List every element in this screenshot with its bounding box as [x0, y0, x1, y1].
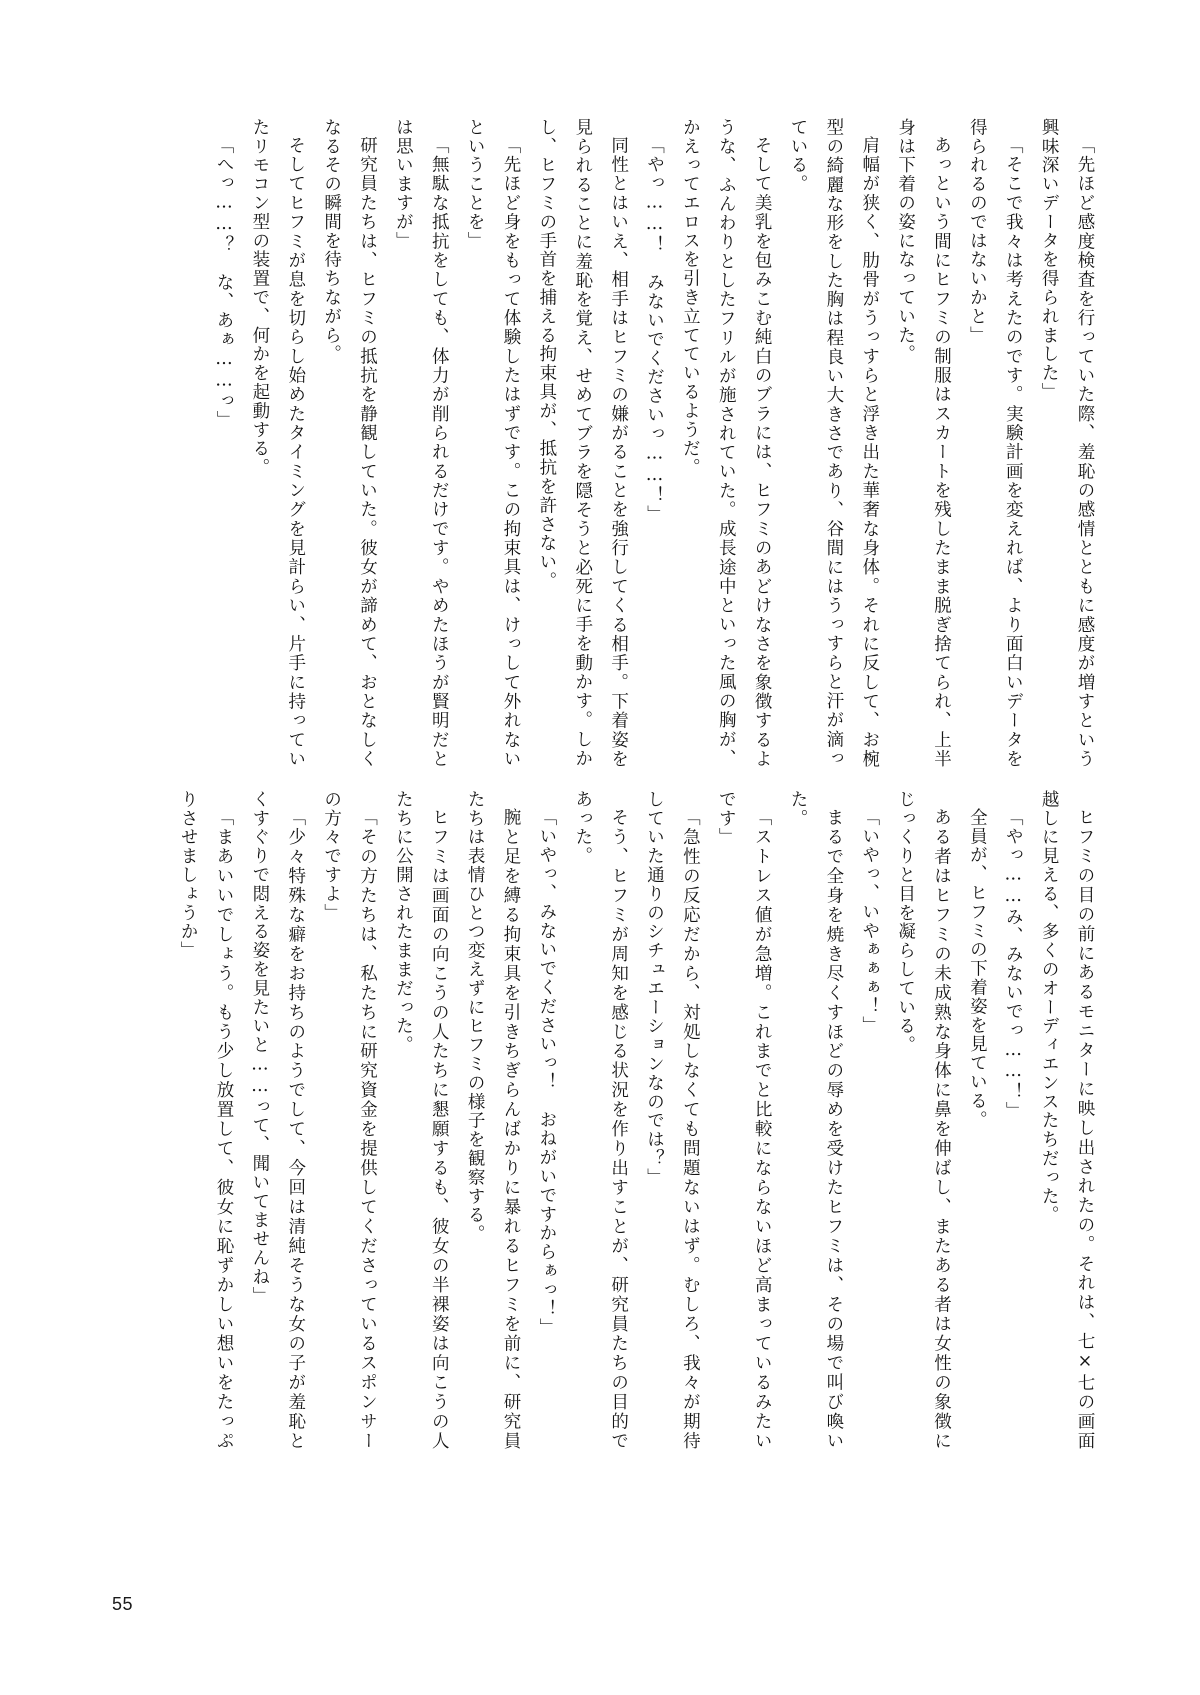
paragraph: 「やっ……！ みないでくださいっ……！」 — [644, 135, 665, 524]
paragraph: 「へっ……？ な、あぁ……っ」 — [214, 135, 234, 429]
paragraph: そしてヒフミが息を切らし始めたタイミングを見計らい、片手に持っていたリモコン型の装置で、何かを起動する。 — [249, 118, 306, 768]
page-number: 55 — [112, 1594, 134, 1614]
paragraph: そう、ヒフミが周知を感じる状況を作り出すことが、研究員たちの目的であった。 — [572, 790, 629, 1450]
paragraph: 「そこで我々は考えたのです。実験計画を変えれば、より面白いデータを得られるのではないかと」 — [967, 118, 1024, 768]
text-block-upper — [214, 118, 1102, 768]
paragraph: 「いやっ、みないでくださいっ！ おねがいですからぁっ！」 — [536, 807, 557, 1337]
paragraph: ある者はヒフミの未成熟な身体に鼻を伸ばし、またある者は女性の象徴にじっくりと目を凝らしている。 — [895, 790, 952, 1450]
paragraph: 「まあいいでしょう。もう少し放置して、彼女に恥ずかしい想いをたっぷりさせましょうか」 — [178, 790, 234, 1450]
paragraph: 「いやっ、いやぁぁぁ！」 — [859, 807, 880, 1035]
paragraph: あっという間にヒフミの制服はスカートを残したまま脱ぎ捨てられ、上半身は下着の姿になっていた。 — [895, 118, 952, 768]
paragraph: 肩幅が狭く、肋骨がうっすらと浮き出た華奢な身体。それに反して、お椀型の綺麗な形をした胸は程良い大きさであり、谷間にはうっすらと汗が滴っている。 — [788, 118, 880, 768]
paragraph: 「少々特殊な癖をお持ちのようでして、今回は清純そうな女の子が羞恥とくすぐりで悶える姿を見たいと……って、聞いてませんね」 — [249, 790, 306, 1450]
paragraph: 「やっ……み、みないでっ……！」 — [1003, 807, 1024, 1120]
paragraph: 「急性の反応だから、対処しなくても問題ないはず。むしろ、我々が期待していた通りのシチュエーションなのでは？」 — [644, 790, 701, 1450]
paragraph: 「先ほど感度検査を行っていた際、羞恥の感情とともに感度が増すという興味深いデータを得られました」 — [1039, 118, 1095, 768]
paragraph: 「無駄な抵抗をしても、体力が削られるだけです。やめたほうが賢明だとは思いますが」 — [393, 118, 450, 768]
paragraph: 同性とはいえ、相手はヒフミの嫌がることを強行してくる相手。下着姿を見られることに羞恥を覚え、せめてブラを隠そうと必死に手を動かす。しかし、ヒフミの手首を捕える拘束具が、抵抗を許さない。 — [536, 118, 629, 768]
paragraph: まるで全身を焼き尽くすほどの辱めを受けたヒフミは、その場で叫び喚いた。 — [788, 790, 844, 1450]
paragraph: ヒフミの目の前にあるモニターに映し出されたの。それは、七×七の画面越しに見える、多くのオーディエンスたちだった。 — [1039, 790, 1095, 1450]
paragraph: 全員が、ヒフミの下着姿を見ている。 — [967, 807, 988, 1129]
paragraph: ヒフミは画面の向こうの人たちに懇願するも、彼女の半裸姿は向こうの人たちに公開されたままだった。 — [393, 790, 450, 1450]
text-block-lower — [178, 790, 1102, 1450]
paragraph: 「その方たちは、私たちに研究資金を提供してくださっているスポンサーの方々ですよ」 — [321, 790, 378, 1450]
paragraph: 「先ほど身をもって体験したはずです。この拘束具は、けっして外れないということを」 — [465, 118, 521, 768]
paragraph: 腕と足を縛る拘束具を引きちぎらんばかりに暴れるヒフミを前に、研究員たちは表情ひとつ変えずにヒフミの様子を観察する。 — [465, 790, 521, 1450]
paragraph: そして美乳を包みこむ純白のブラには、ヒフミのあどけなさを象徴するような、ふんわりとしたフリルが施されていた。成長途中といった風の胸が、かえってエロスを引き立てているようだ。 — [680, 118, 773, 768]
paragraph: 研究員たちは、ヒフミの抵抗を静観していた。彼女が諦めて、おとなしくなるその瞬間を待ちながら。 — [321, 118, 378, 768]
paragraph: 「ストレス値が急増。これまでと比較にならないほど高まっているみたいです」 — [716, 790, 773, 1450]
